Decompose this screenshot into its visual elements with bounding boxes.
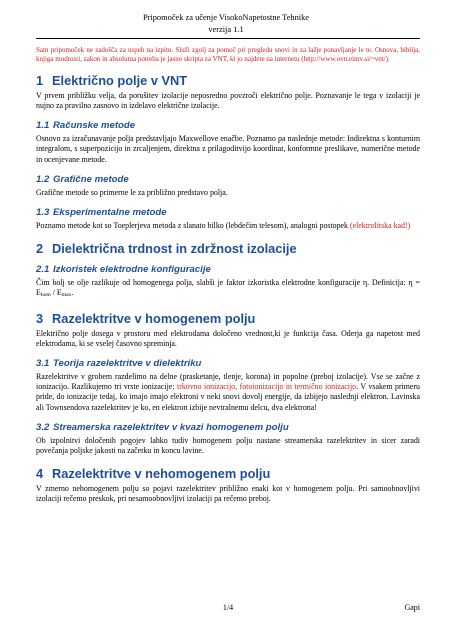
paragraph-text: Čim bolj se olje razlikuje od homogenega polja, slabši je faktor izkoristka elektrodne konfiguracije η. Definicija: η = E xyxy=(36,278,420,298)
heading-text: Dielektrična trdnost in zdržnost izolacije xyxy=(52,241,297,257)
paragraph: Grafične metode so primerne le za približno predstavo polja. xyxy=(36,187,228,197)
heading-number: 4 xyxy=(36,466,44,482)
paragraph xyxy=(36,278,420,300)
document-body xyxy=(36,46,420,505)
heading-text: Računske metode xyxy=(53,120,136,132)
heading-text: Grafične metode xyxy=(53,173,129,185)
heading-3 xyxy=(36,311,420,327)
header-title: Pripomoček za učenje VisokoNapetostne Tehnike xyxy=(142,13,310,22)
heading-number: 3.2 xyxy=(36,421,50,433)
paragraph: Električno polje dosega v prostoru med elektrodama določeno vrednost,ki je funkcija časa. Oderja ga napetost med elektrodama, ki se vselej časovno spreminja. xyxy=(36,328,420,348)
footer-author: Gapi xyxy=(404,603,420,612)
heading-3-2 xyxy=(36,422,420,434)
heading-number: 3 xyxy=(36,310,44,326)
heading-number: 2.1 xyxy=(36,264,50,276)
heading-2 xyxy=(36,241,420,257)
heading-number: 1.3 xyxy=(36,207,50,219)
heading-4 xyxy=(36,466,420,482)
paragraph-text: Razelektritve v grobem razdelimo na delne (prasketanje, tlenje, korona) in popolne (preboj izolacije). Vse se začne z ionizacijo. Razlikujemo tri vrste ionizacije: xyxy=(36,372,420,392)
heading-text: Eksperimentalne metode xyxy=(53,207,167,219)
header-version: verzija 1.1 xyxy=(208,25,244,34)
paragraph: Ob izpolnitvi določenih pogojev lahko tudiv homogenem polju nastane streamerska razelektritev in sicer zaradi povečanja poljske jakosti na začetku in koncu lavine. xyxy=(36,435,420,456)
paragraph xyxy=(36,221,420,231)
paragraph-text: / E xyxy=(50,288,62,298)
heading-1-2 xyxy=(36,174,420,186)
heading-1-1 xyxy=(36,120,420,132)
paragraph-text: . V vsakem primeru pride, do ionizacije tedaj, ko imajo imajo elektroni v neki snovi dovolj energije, da izbijejo naslednji elektron. Lavinska ali Townsendova razelektritev je ko, en elektron izbije nevtralnemu delcu, dva elektrona! xyxy=(36,382,420,412)
heading-number: 1.2 xyxy=(36,173,50,185)
subscript: max xyxy=(61,292,72,299)
page-number: 1/4 xyxy=(222,603,234,612)
heading-text: Izkoristek elektrodne konfiguracije xyxy=(53,264,211,276)
header-rule xyxy=(36,38,420,39)
paragraph-text: . xyxy=(71,288,74,298)
heading-1 xyxy=(36,73,420,89)
highlight-text: (elektrolitska kad!) xyxy=(349,221,411,231)
heading-number: 3.1 xyxy=(36,358,50,370)
heading-text: Teorija razelektritve v dielektriku xyxy=(53,358,202,370)
highlight-text: trkovno ionizacijo, fotoionizacijo in termično ionizacijo xyxy=(177,382,357,392)
heading-text: Razelektritve v nehomogenem polju xyxy=(52,466,271,482)
intro-note: Sam pripomoček ne zadošča za uspeh na izpitu. Služi zgolj za pomoč pri pregledu snovi in za lažje ponavljanje le te. Osnova, biblija, knjiga modrosti, zakon in absolutna potreba je jasno skripta za VNT, ki jo najdete na internetu (http://www.ovn.eimv.si/~vnt/). xyxy=(36,46,420,64)
heading-text: Razelektritve v homogenem polju xyxy=(52,310,256,326)
heading-1-3 xyxy=(36,207,420,219)
paragraph xyxy=(36,372,420,413)
heading-number: 1 xyxy=(36,72,44,88)
subscript: hom xyxy=(40,292,51,299)
page-footer xyxy=(36,602,420,614)
heading-text: Streamerska razelektritev v kvazi homogenem polju xyxy=(53,421,289,433)
paragraph: V prvem približku velja, da porušitev izolacije neposredno povzroči električno polje. Poznavanje le tega v izolaciji je nujno za pravilno zasnovo in izdelavo električne izolacije. xyxy=(36,90,420,111)
paragraph: V zmerno nehomogenem polju so pojavi razelektritev približno enaki kot v homogenem polju. Pri samoobnovljivi izolaciji rečemo preskok, pri nesamoobnovljivi izolaciji pa rečemo preboj. xyxy=(36,484,420,504)
page-header xyxy=(0,12,452,36)
heading-number: 1.1 xyxy=(36,120,50,132)
heading-3-1 xyxy=(36,358,420,370)
heading-2-1 xyxy=(36,264,420,276)
heading-number: 2 xyxy=(36,241,44,257)
paragraph: Osnovo za izračunavanje polja predstavljajo Maxwellove enačbe. Poznamo pa naslednje metode: Indirektna s konturnim integralom, s superpozicijo in zrcaljenjem, direktna z prilagoditvijo koordinat, konformne preslikave, numerične metode in ocenjevane metode. xyxy=(36,134,420,164)
heading-text: Električno polje v VNT xyxy=(52,72,188,88)
paragraph-text: Poznamo metode kot so Toeplerjeva metoda z slanato bilko (lebdečim telesom), analogni postopek xyxy=(36,221,348,231)
